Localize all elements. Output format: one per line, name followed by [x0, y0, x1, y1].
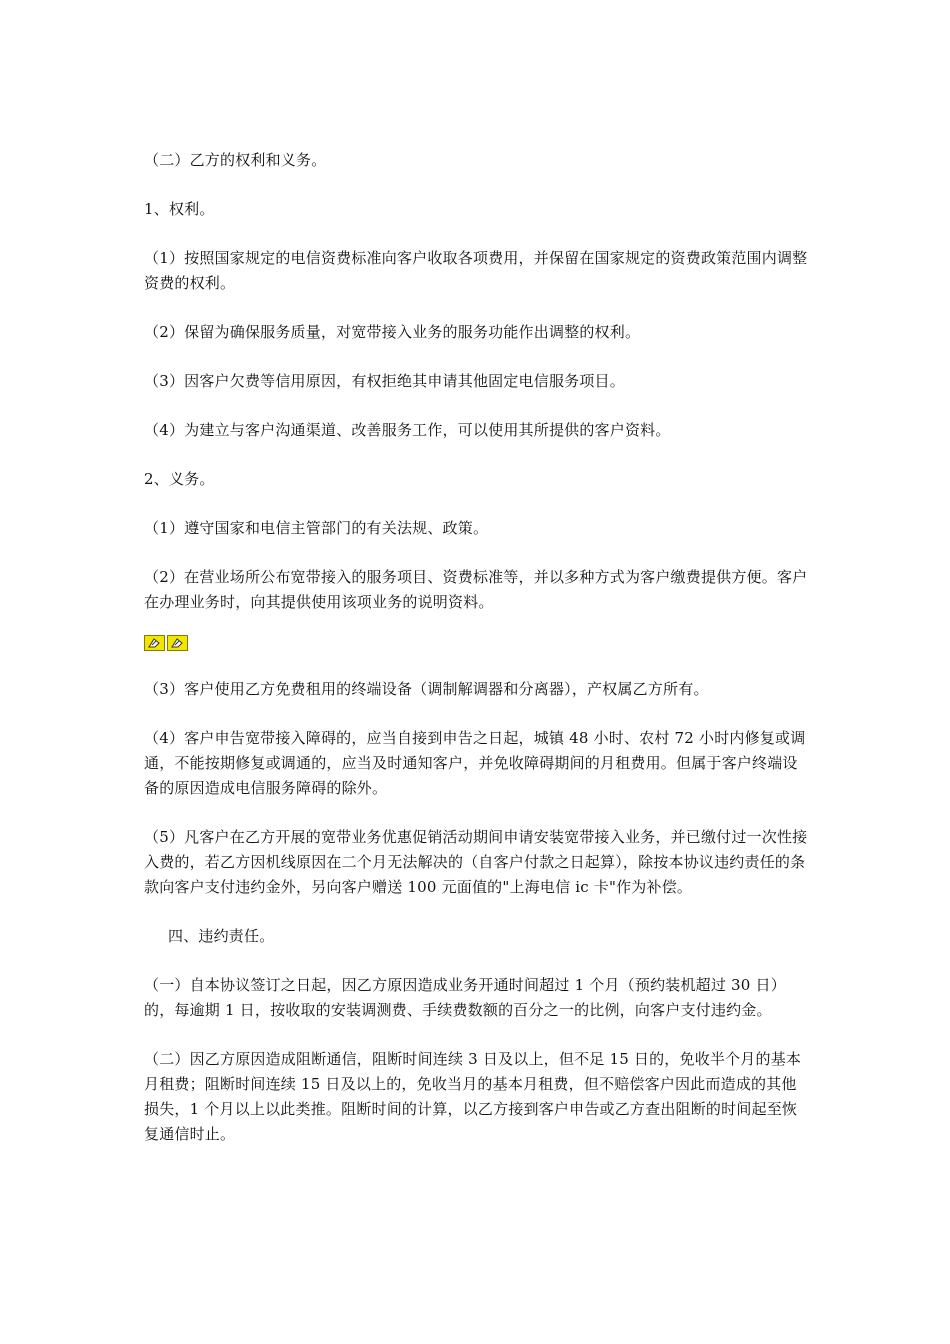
obligations-item-3: （3）客户使用乙方免费租用的终端设备（调制解调器和分离器），产权属乙方所有。: [144, 680, 709, 698]
obligations-item-2: （2）在营业场所公布宽带接入的服务项目、资费标准等，并以多种方式为客户缴费提供方便。客户在办理业务时，向其提供使用该项业务的说明资料。: [144, 568, 808, 611]
document-page: [144, 148, 808, 1171]
embedded-icons: [144, 635, 808, 651]
subsection-heading-rights: 1、权利。: [144, 200, 215, 218]
obligations-item-5: （5）凡客户在乙方开展的宽带业务优惠促销活动期间申请安装宽带接入业务，并已缴付过一次性接入费的，若乙方因机线原因在二个月无法解决的（自客户付款之日起算），除按本协议违约责任的条款向客户支付违约金外，另向客户赠送 100 元面值的"上海电信 ic 卡"作为补偿。: [144, 828, 808, 896]
document-link-icon[interactable]: [144, 635, 165, 651]
rights-item-4: （4）为建立与客户沟通渠道、改善服务工作，可以使用其所提供的客户资料。: [144, 421, 671, 439]
section-heading-party-b-rights: （二）乙方的权利和义务。: [144, 151, 327, 169]
rights-item-3: （3）因客户欠费等信用原因，有权拒绝其申请其他固定电信服务项目。: [144, 372, 625, 390]
obligations-item-4: （4）客户申告宽带接入障碍的，应当自接到申告之日起，城镇 48 小时、农村 72 小时内修复或调通，不能按期修复或调通的，应当及时通知客户，并免收障碍期间的月租费用。但属于客户终端设备的原因造成电信服务障碍的除外。: [144, 729, 806, 797]
rights-item-2: （2）保留为确保服务质量，对宽带接入业务的服务功能作出调整的权利。: [144, 323, 641, 341]
rights-item-1: （1）按照国家规定的电信资费标准向客户收取各项费用，并保留在国家规定的资费政策范围内调整资费的权利。: [144, 249, 808, 292]
subsection-heading-obligations: 2、义务。: [144, 470, 215, 488]
section-heading-breach-liability: 四、违约责任。: [168, 927, 275, 945]
obligations-item-1: （1）遵守国家和电信主管部门的有关法规、政策。: [144, 519, 489, 537]
document-link-icon[interactable]: [167, 635, 188, 651]
breach-item-2: （二）因乙方原因造成阻断通信，阻断时间连续 3 日及以上，但不足 15 日的，免收半个月的基本月租费；阻断时间连续 15 日及以上的，免收当月的基本月租费，但不赔偿客户因此而造成的其他损失，1 个月以上以此类推。阻断时间的计算，以乙方接到客户申告或乙方查出阻断的时间起至恢复通信时止。: [144, 1050, 802, 1143]
breach-item-1: （一）自本协议签订之日起，因乙方原因造成业务开通时间超过 1 个月（预约装机超过 30 日）的，每逾期 1 日，按收取的安装调测费、手续费数额的百分之一的比例，向客户支付违约金。: [144, 976, 786, 1019]
